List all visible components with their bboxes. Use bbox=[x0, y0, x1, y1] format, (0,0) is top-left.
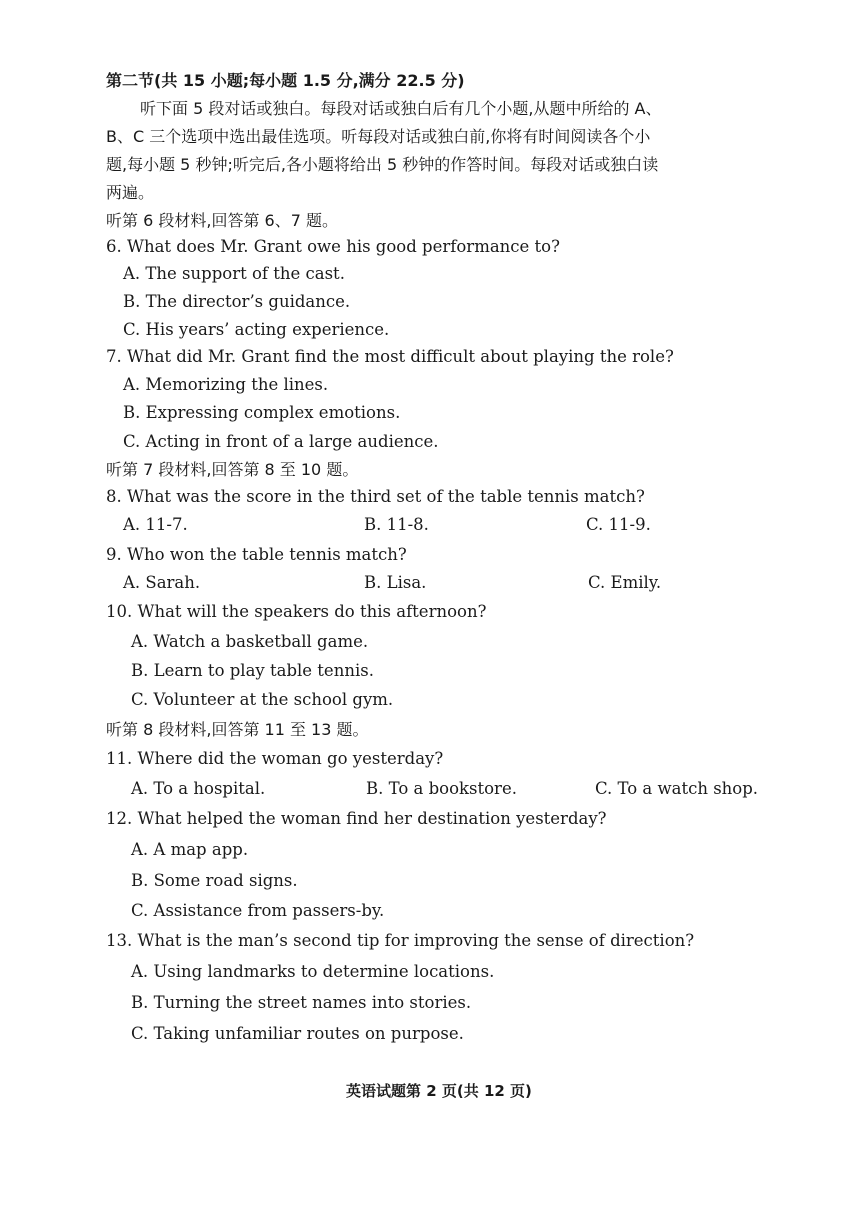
instruction-line-4: 两遍。 bbox=[106, 183, 155, 202]
question-9-stem: 9. Who won the table tennis match? bbox=[106, 545, 407, 564]
group-label-11-13: 听第 8 段材料,回答第 11 至 13 题。 bbox=[106, 720, 369, 739]
question-13-option-a[interactable]: A. Using landmarks to determine locations. bbox=[131, 962, 495, 981]
question-7-option-c[interactable]: C. Acting in front of a large audience. bbox=[123, 432, 439, 451]
question-13-option-c[interactable]: C. Taking unfamiliar routes on purpose. bbox=[131, 1024, 464, 1043]
group-label-6-7: 听第 6 段材料,回答第 6、7 题。 bbox=[106, 211, 338, 230]
question-12-stem: 12. What helped the woman find her destination yesterday? bbox=[106, 809, 607, 828]
question-9-option-a[interactable]: A. Sarah. bbox=[123, 573, 201, 592]
question-6-option-c[interactable]: C. His years’ acting experience. bbox=[123, 320, 390, 339]
question-8-option-b[interactable]: B. 11-8. bbox=[364, 515, 429, 534]
question-7-option-a[interactable]: A. Memorizing the lines. bbox=[123, 375, 329, 394]
question-10-stem: 10. What will the speakers do this afternoon? bbox=[106, 602, 487, 621]
question-11-option-a[interactable]: A. To a hospital. bbox=[131, 779, 266, 798]
question-12-option-b[interactable]: B. Some road signs. bbox=[131, 871, 298, 890]
question-8-stem: 8. What was the score in the third set of the table tennis match? bbox=[106, 487, 645, 506]
group-label-8-10: 听第 7 段材料,回答第 8 至 10 题。 bbox=[106, 460, 359, 479]
question-13-option-b[interactable]: B. Turning the street names into stories. bbox=[131, 993, 472, 1012]
question-12-option-a[interactable]: A. A map app. bbox=[131, 840, 249, 859]
question-13-stem: 13. What is the man’s second tip for improving the sense of direction? bbox=[106, 931, 695, 950]
question-11-stem: 11. Where did the woman go yesterday? bbox=[106, 749, 444, 768]
question-11-option-c[interactable]: C. To a watch shop. bbox=[595, 779, 759, 798]
question-6-stem: 6. What does Mr. Grant owe his good performance to? bbox=[106, 237, 560, 256]
question-6-option-b[interactable]: B. The director’s guidance. bbox=[123, 292, 351, 311]
question-10-option-c[interactable]: C. Volunteer at the school gym. bbox=[131, 690, 394, 709]
question-12-option-c[interactable]: C. Assistance from passers-by. bbox=[131, 901, 385, 920]
question-7-option-b[interactable]: B. Expressing complex emotions. bbox=[123, 403, 401, 422]
instruction-line-3: 题,每小题 5 秒钟;听完后,各小题将给出 5 秒钟的作答时间。每段对话或独白读 bbox=[106, 155, 659, 174]
question-9-option-c[interactable]: C. Emily. bbox=[588, 573, 662, 592]
question-8-option-c[interactable]: C. 11-9. bbox=[586, 515, 651, 534]
question-10-option-a[interactable]: A. Watch a basketball game. bbox=[131, 632, 369, 651]
question-6-option-a[interactable]: A. The support of the cast. bbox=[123, 264, 345, 283]
question-7-stem: 7. What did Mr. Grant find the most difficult about playing the role? bbox=[106, 347, 674, 366]
question-11-option-b[interactable]: B. To a bookstore. bbox=[366, 779, 517, 798]
question-8-option-a[interactable]: A. 11-7. bbox=[123, 515, 188, 534]
question-9-option-b[interactable]: B. Lisa. bbox=[364, 573, 427, 592]
section-heading: 第二节(共 15 小题;每小题 1.5 分,满分 22.5 分) bbox=[106, 71, 465, 90]
instruction-line-2: B、C 三个选项中选出最佳选项。听每段对话或独白前,你将有时间阅读各个小 bbox=[106, 127, 651, 146]
instruction-line-1: 听下面 5 段对话或独白。每段对话或独白后有几个小题,从题中所给的 A、 bbox=[140, 99, 662, 118]
page-footer: 英语试题第 2 页(共 12 页) bbox=[346, 1082, 532, 1100]
question-10-option-b[interactable]: B. Learn to play table tennis. bbox=[131, 661, 374, 680]
